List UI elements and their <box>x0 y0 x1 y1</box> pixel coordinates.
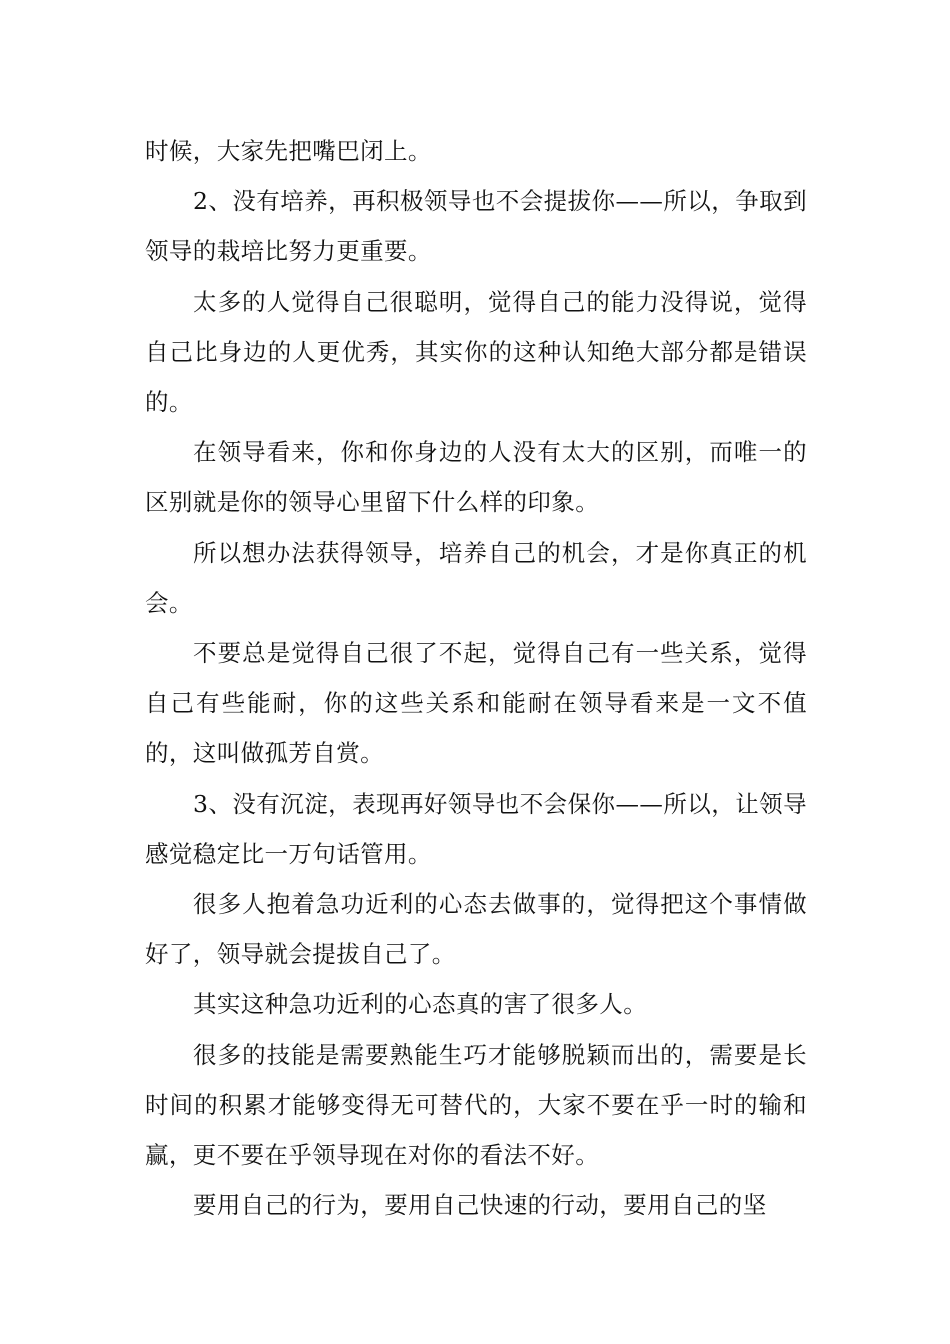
paragraph: 3、没有沉淀，表现再好领导也不会保你——所以，让领导感觉稳定比一万句话管用。 <box>145 789 807 868</box>
paragraph: 要用自己的行为，要用自己快速的行动，要用自己的坚 <box>193 1191 767 1220</box>
paragraph: 很多的技能是需要熟能生巧才能够脱颖而出的，需要是长时间的积累才能够变得无可替代的，大家不要在乎一时的输和赢，更不要在乎领导现在对你的看法不好。 <box>145 1040 807 1170</box>
document-body <box>145 126 807 1230</box>
paragraph: 所以想办法获得领导，培养自己的机会，才是你真正的机会。 <box>145 538 807 617</box>
paragraph: 在领导看来，你和你身边的人没有太大的区别，而唯一的区别就是你的领导心里留下什么样的印象。 <box>145 438 807 517</box>
paragraph: 时候，大家先把嘴巴闭上。 <box>145 137 432 165</box>
paragraph: 其实这种急功近利的心态真的害了很多人。 <box>193 990 648 1019</box>
paragraph: 太多的人觉得自己很聪明，觉得自己的能力没得说，觉得自己比身边的人更优秀，其实你的这种认知绝大部分都是错误的。 <box>145 287 807 417</box>
paragraph: 不要总是觉得自己很了不起，觉得自己有一些关系，觉得自己有些能耐，你的这些关系和能耐在领导看来是一文不值的，这叫做孤芳自赏。 <box>145 639 807 768</box>
paragraph: 很多人抱着急功近利的心态去做事的，觉得把这个事情做好了，领导就会提拔自己了。 <box>145 890 807 969</box>
paragraph: 2、没有培养，再积极领导也不会提拔你——所以，争取到领导的栽培比努力更重要。 <box>145 187 807 266</box>
